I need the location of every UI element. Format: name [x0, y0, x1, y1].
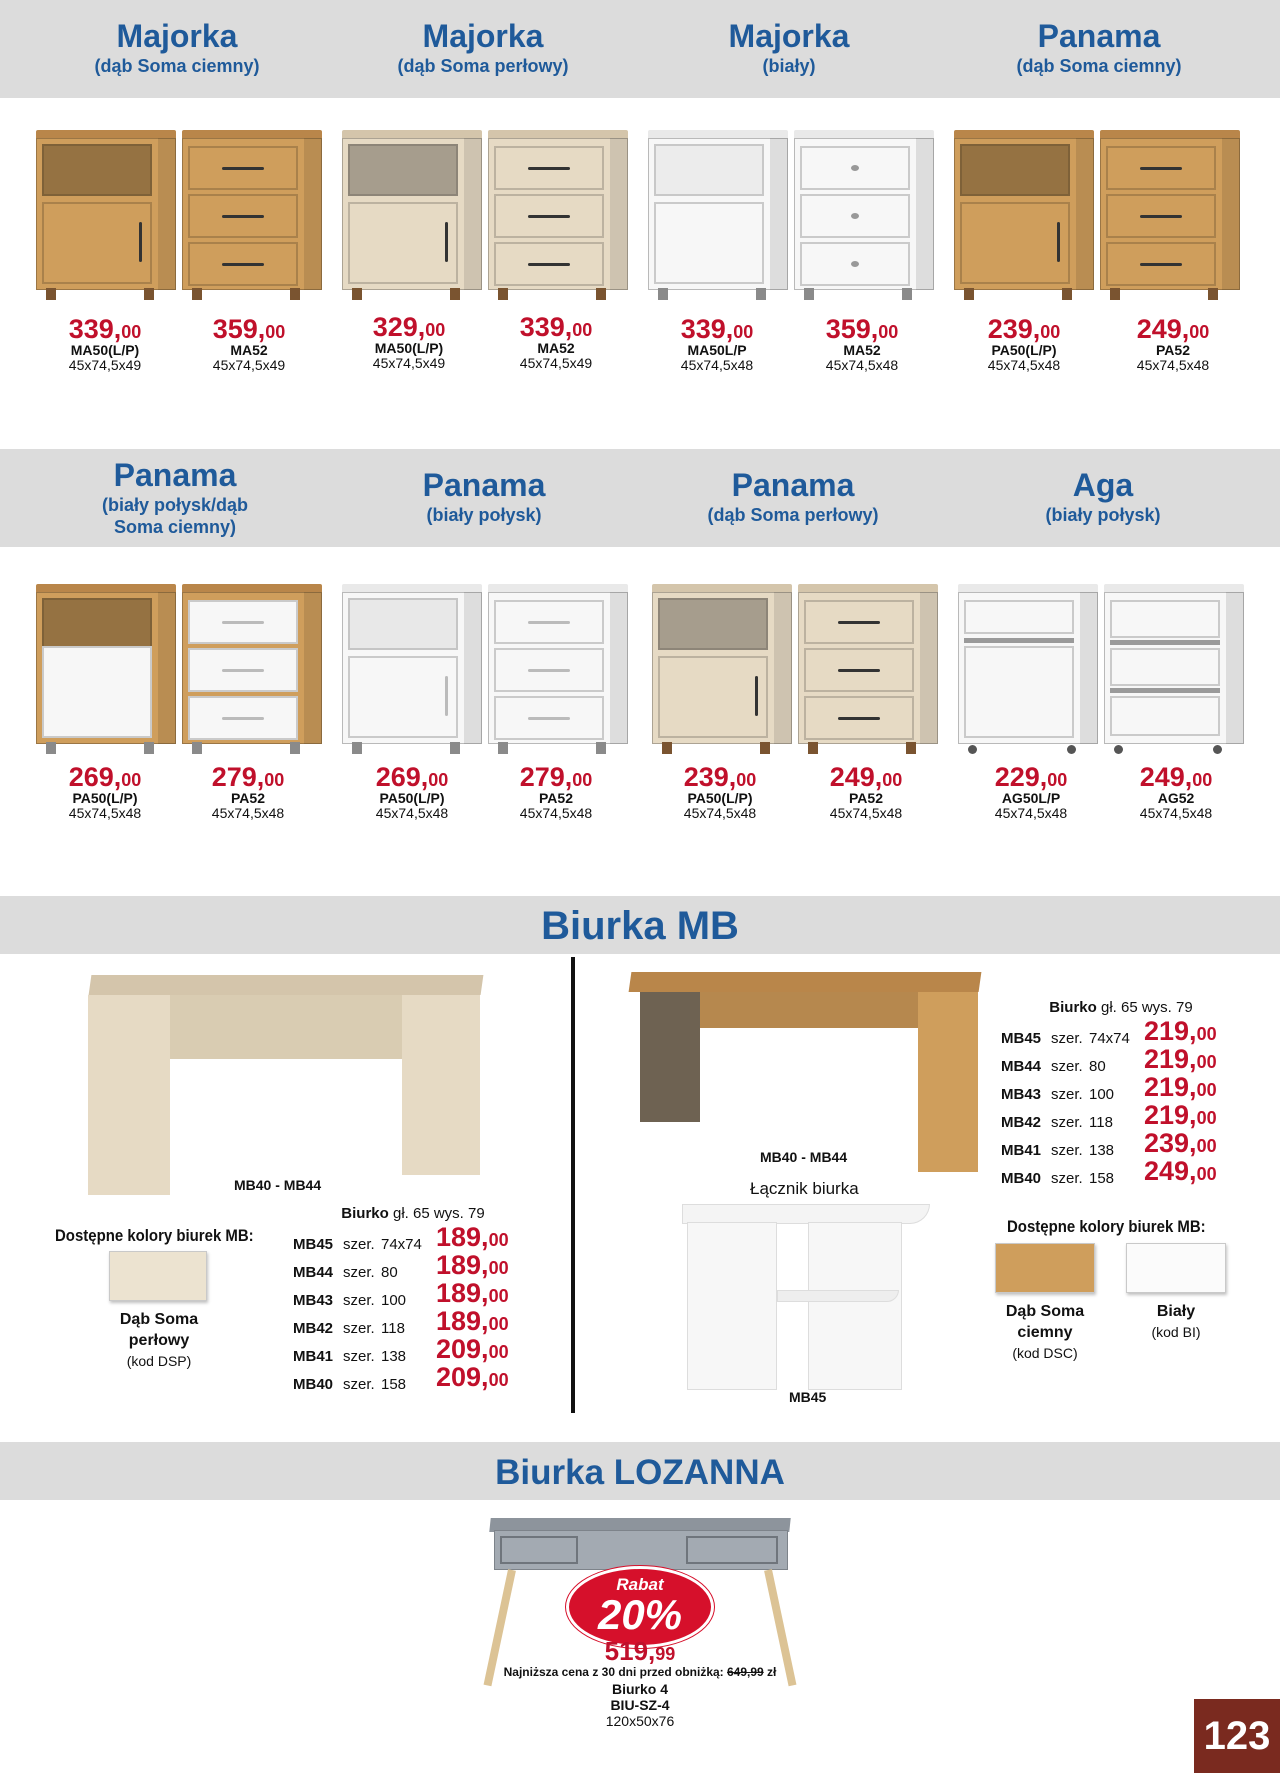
- lozanna-product-info: [540, 1681, 740, 1729]
- product-code: AG50L/P: [1001, 790, 1061, 807]
- price-block: [959, 315, 1089, 373]
- series-finish-line2: Soma ciemny): [113, 516, 237, 537]
- color-swatch-white: [1126, 1243, 1226, 1293]
- row2-header-3: [643, 469, 943, 527]
- connector-model-label: MB45: [789, 1389, 827, 1405]
- price: 249,00: [829, 762, 903, 792]
- table-row: MB45 szer. 74x74 219,00: [1001, 1016, 1217, 1047]
- section-title: Biurka MB: [541, 904, 739, 948]
- series-title: Panama: [1037, 18, 1161, 54]
- product-code: MA50L/P: [687, 342, 747, 359]
- product-code: MA52: [537, 340, 575, 357]
- cabinet-majorka-ma52-pearl: [488, 130, 628, 300]
- product-dimensions: 45x74,5x49: [372, 355, 446, 372]
- size-price-table: [1001, 999, 1241, 1187]
- series-title: Majorka: [116, 18, 238, 54]
- table-row: MB41 szer. 138 209,00: [293, 1334, 509, 1365]
- row1-header-2: [333, 20, 633, 78]
- product-code: BIU-SZ-4: [610, 1697, 670, 1714]
- cabinet-majorka-ma52-dark: [182, 130, 322, 300]
- available-colors-label: Dostępne kolory biurek MB:: [55, 1226, 254, 1245]
- series-finish: (dąb Soma ciemny): [94, 56, 260, 76]
- price: 329,00: [372, 312, 446, 342]
- price-block: [347, 763, 477, 821]
- price: 239,00: [683, 762, 757, 792]
- series-title: Panama: [113, 457, 237, 493]
- price: 249,00: [1136, 314, 1210, 344]
- model-range-label: MB40 - MB44: [760, 1149, 848, 1165]
- table-row: MB41 szer. 138 239,00: [1001, 1128, 1217, 1159]
- price: 339,00: [68, 314, 142, 344]
- product-code: MA50(L/P): [374, 340, 444, 357]
- row1-header-3: [639, 20, 939, 78]
- color-swatch-dark-oak: [995, 1243, 1095, 1293]
- product-code: PA52: [231, 790, 265, 807]
- series-title: Panama: [422, 467, 546, 503]
- price-block: [652, 315, 782, 373]
- price-block: [40, 763, 170, 821]
- product-dimensions: 45x74,5x48: [829, 805, 903, 822]
- product-dimensions: 45x74,5x49: [519, 355, 593, 372]
- cabinet-majorka-ma52-white: [794, 130, 934, 300]
- color-swatch-label: Biały (kod BI): [1151, 1303, 1201, 1340]
- product-code: MA52: [843, 342, 881, 359]
- price-block: [1108, 315, 1238, 373]
- price: 269,00: [375, 762, 449, 792]
- cabinet-panama-pa52-white-dark: [182, 584, 322, 754]
- product-code: PA52: [539, 790, 573, 807]
- product-dimensions: 45x74,5x48: [825, 357, 899, 374]
- product-code: PA52: [1156, 342, 1190, 359]
- available-colors-label: Dostępne kolory biurek MB:: [1007, 1217, 1206, 1236]
- table-title: Biurko gł. 65 wys. 79: [341, 1205, 485, 1222]
- price: 359,00: [212, 314, 286, 344]
- model-range-label: MB40 - MB44: [234, 1177, 322, 1193]
- row2-header-2: [334, 469, 634, 527]
- table-row: MB45 szer. 74x74 189,00: [293, 1222, 509, 1253]
- lozanna-price: 519,99: [604, 1636, 676, 1666]
- product-dimensions: 45x74,5x48: [211, 805, 285, 822]
- table-title: Biurko gł. 65 wys. 79: [1049, 999, 1193, 1016]
- product-dimensions: 45x74,5x48: [68, 805, 142, 822]
- series-title: Panama: [731, 467, 855, 503]
- series-finish: (biały połysk/dąb: [101, 495, 249, 515]
- product-dimensions: 45x74,5x49: [212, 357, 286, 374]
- price: 269,00: [68, 762, 142, 792]
- price: 339,00: [519, 312, 593, 342]
- price: 339,00: [680, 314, 754, 344]
- product-code: PA52: [849, 790, 883, 807]
- series-title: Majorka: [728, 18, 850, 54]
- series-finish: (dąb Soma perłowy): [397, 56, 569, 76]
- price-block: [797, 315, 927, 373]
- product-name: Biurko 4: [611, 1681, 668, 1697]
- table-row: MB40 szer. 158 209,00: [293, 1362, 509, 1393]
- price-block: [655, 763, 785, 821]
- product-dimensions: 45x74,5x48: [987, 357, 1061, 374]
- price-block: [183, 763, 313, 821]
- row1-header-4: [949, 20, 1249, 78]
- product-dimensions: 45x74,5x48: [683, 805, 757, 822]
- table-row: MB44 szer. 80 189,00: [293, 1250, 509, 1281]
- series-finish: (biały połysk): [426, 505, 542, 525]
- series-title: Majorka: [422, 18, 544, 54]
- cabinet-majorka-ma50-dark: [36, 130, 176, 300]
- product-dimensions: 45x74,5x48: [680, 357, 754, 374]
- series-finish: (biały połysk): [1045, 505, 1161, 525]
- product-code: PA50(L/P): [687, 790, 753, 807]
- row1-header-1: [27, 20, 327, 78]
- lozanna-header-band: [0, 1442, 1280, 1500]
- price-block: [344, 313, 474, 371]
- price-block: [491, 763, 621, 821]
- product-dimensions: 45x74,5x48: [994, 805, 1068, 822]
- row2-header-band: [0, 449, 1280, 547]
- price: 239,00: [987, 314, 1061, 344]
- product-code: PA50(L/P): [991, 342, 1057, 359]
- section-title: Biurka LOZANNA: [495, 1453, 785, 1492]
- product-code: AG52: [1157, 790, 1195, 807]
- price: 249,00: [1139, 762, 1213, 792]
- table-row: MB44 szer. 80 219,00: [1001, 1044, 1217, 1075]
- series-finish: (dąb Soma ciemny): [1016, 56, 1182, 76]
- table-row: MB43 szer. 100 219,00: [1001, 1072, 1217, 1103]
- cabinet-panama-pa50-pearl: [652, 584, 792, 754]
- price-block: [1111, 763, 1241, 821]
- price: 229,00: [994, 762, 1068, 792]
- cabinet-majorka-ma50-pearl: [342, 130, 482, 300]
- cabinet-panama-pa50-dark: [954, 130, 1094, 300]
- product-code: PA50(L/P): [379, 790, 445, 807]
- cabinet-panama-pa52-white: [488, 584, 628, 754]
- series-title: Aga: [1072, 467, 1134, 503]
- section-divider: [571, 957, 575, 1413]
- price-block: [40, 315, 170, 373]
- mb-header-band: [0, 896, 1280, 954]
- price: 279,00: [211, 762, 285, 792]
- row1-header-band: [0, 0, 1280, 98]
- series-finish: (dąb Soma perłowy): [707, 505, 879, 525]
- size-price-table: [293, 1205, 533, 1393]
- price-block: [184, 315, 314, 373]
- color-swatch-pearl-oak: [109, 1251, 207, 1301]
- price-block: [801, 763, 931, 821]
- connector-label: Łącznik biurka: [750, 1179, 859, 1198]
- price: 359,00: [825, 314, 899, 344]
- color-swatch-label: Dąb Soma ciemny (kod DSC): [1005, 1303, 1085, 1361]
- product-code: PA50(L/P): [72, 790, 138, 807]
- cabinet-aga-ag50: [958, 584, 1098, 754]
- row2-header-1: [25, 459, 325, 538]
- series-finish: (biały): [762, 56, 816, 76]
- product-code: MA50(L/P): [70, 342, 140, 359]
- product-dimensions: 45x74,5x48: [1136, 357, 1210, 374]
- table-row: MB43 szer. 100 189,00: [293, 1278, 509, 1309]
- cabinet-panama-pa50-white: [342, 584, 482, 754]
- cabinet-panama-pa50-white-dark: [36, 584, 176, 754]
- table-row: MB42 szer. 118 189,00: [293, 1306, 509, 1337]
- product-dimensions: 120x50x76: [605, 1713, 675, 1730]
- cabinet-panama-pa52-dark: [1100, 130, 1240, 300]
- cabinet-aga-ag52: [1104, 584, 1244, 754]
- cabinet-majorka-ma50-white: [648, 130, 788, 300]
- color-swatch-label: Dąb Soma perłowy (kod DSP): [119, 1311, 199, 1369]
- discount-badge: Rabat 20%: [566, 1566, 714, 1648]
- row2-header-4: [953, 469, 1253, 527]
- product-dimensions: 45x74,5x48: [519, 805, 593, 822]
- page-number: 123: [1194, 1699, 1280, 1773]
- cabinet-panama-pa52-pearl: [798, 584, 938, 754]
- table-row: MB40 szer. 158 249,00: [1001, 1156, 1217, 1187]
- product-dimensions: 45x74,5x49: [68, 357, 142, 374]
- product-dimensions: 45x74,5x48: [375, 805, 449, 822]
- table-row: MB42 szer. 118 219,00: [1001, 1100, 1217, 1131]
- product-code: MA52: [230, 342, 268, 359]
- price: 279,00: [519, 762, 593, 792]
- product-dimensions: 45x74,5x48: [1139, 805, 1213, 822]
- lowest-price-note: Najniższa cena z 30 dni przed obniżką: 649,99 zł: [503, 1665, 777, 1679]
- price-block: [491, 313, 621, 371]
- price-block: [966, 763, 1096, 821]
